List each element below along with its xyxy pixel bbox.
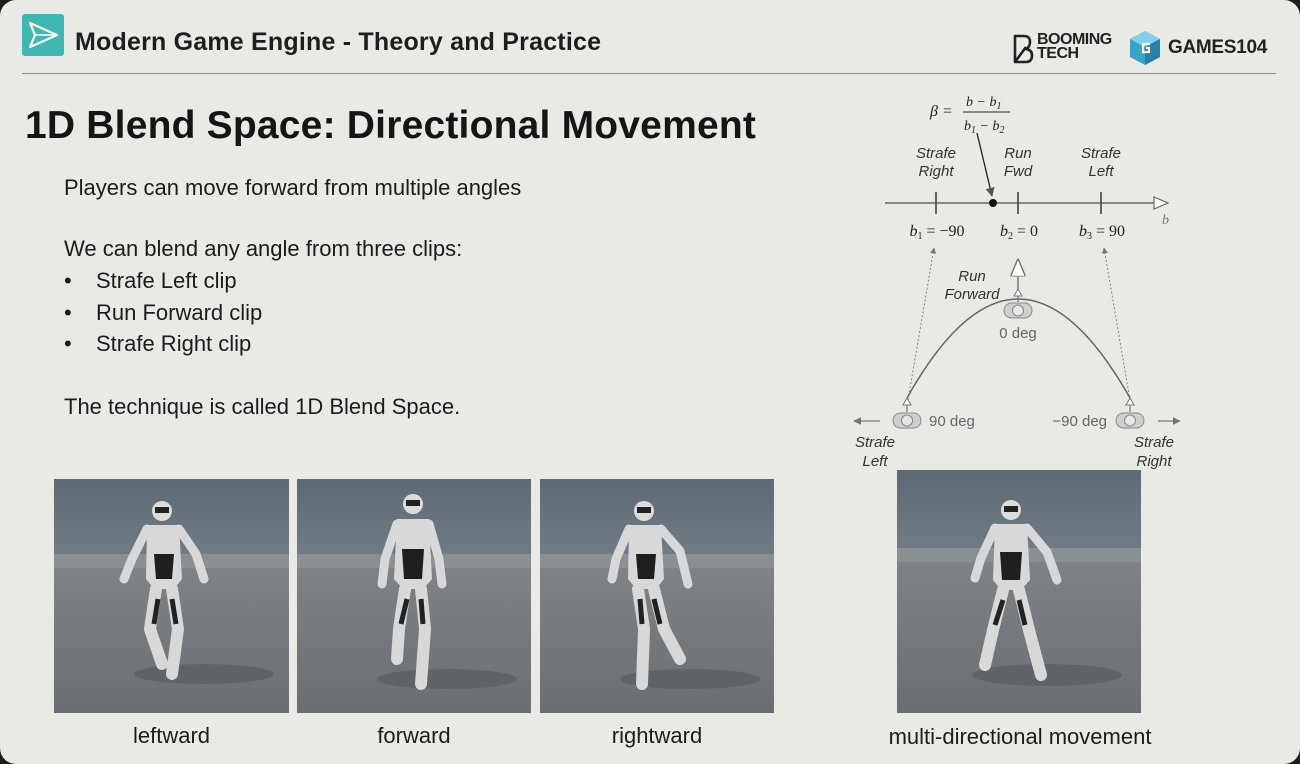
- conclusion-text: The technique is called 1D Blend Space.: [64, 394, 461, 419]
- right-deg-label: −90 deg: [1052, 413, 1107, 430]
- bottom-label-strafe-right-1: Strafe: [1133, 434, 1175, 451]
- blend-space-diagram: [840, 80, 1200, 470]
- multi-directional-caption: multi-directional movement: [888, 724, 1152, 749]
- tick-value-b2: b2 = 0: [999, 223, 1039, 242]
- course-logo-icon: [22, 14, 64, 56]
- run-forward-label-1: Run: [958, 268, 986, 285]
- tick-value-b1: b1 = −90: [909, 223, 965, 242]
- leftward-photo: [54, 479, 289, 713]
- forward-caption: forward: [377, 723, 451, 748]
- bullet-text: Strafe Left clip: [96, 268, 237, 293]
- formula-numerator: $b - b_1$: [966, 95, 1002, 112]
- header-title: Modern Game Engine - Theory and Practice: [75, 28, 602, 56]
- games104-hex-icon: [1128, 30, 1162, 66]
- bottom-label-strafe-left-2: Left: [862, 453, 888, 470]
- left-deg-label: 90 deg: [929, 413, 975, 430]
- intro-text: Players can move forward from multiple angles: [64, 175, 522, 200]
- leftward-caption: leftward: [132, 723, 211, 748]
- blend-point: [989, 199, 997, 207]
- bullet-dot: •: [64, 300, 72, 325]
- tick-value-b3: b3 = 90: [1078, 223, 1126, 242]
- games104-wordmark: GAMES104: [1168, 37, 1267, 58]
- rightward-caption: rightward: [611, 723, 703, 748]
- top-label-strafe-right-1: Strafe: [915, 145, 957, 162]
- rightward-photo: [540, 479, 774, 713]
- top-label-run-fwd-1: Run: [1004, 145, 1032, 162]
- header-divider: [22, 73, 1276, 74]
- booming-tech-mark-icon: [1012, 34, 1034, 64]
- top-label-strafe-right-2: Right: [918, 163, 954, 180]
- top-label-strafe-left-1: Strafe: [1080, 145, 1122, 162]
- run-forward-label-2: Forward: [944, 286, 1000, 303]
- bottom-label-strafe-left-1: Strafe: [854, 434, 896, 451]
- bottom-label-strafe-right-2: Right: [1136, 453, 1172, 470]
- booming-tech-wordmark: [1037, 33, 1112, 61]
- forward-photo: [297, 479, 531, 713]
- slide-title: 1D Blend Space: Directional Movement: [25, 104, 757, 147]
- booming-word: BOOMING: [1037, 31, 1112, 48]
- bullet-text: Run Forward clip: [96, 300, 263, 325]
- formula-lhs: β =: [930, 103, 953, 120]
- top-label-run-fwd-2: Fwd: [1003, 163, 1033, 180]
- multi-directional-photo: [897, 470, 1141, 713]
- zero-deg-label: 0 deg: [999, 325, 1037, 342]
- tech-word: TECH: [1037, 45, 1079, 62]
- blend-intro-text: We can blend any angle from three clips:: [64, 236, 463, 261]
- bullet-dot: •: [64, 331, 72, 356]
- bullet-text: Strafe Right clip: [96, 331, 252, 356]
- bullet-dot: •: [64, 268, 72, 293]
- axis-variable: b: [1162, 213, 1169, 228]
- top-label-strafe-left-2: Left: [1088, 163, 1114, 180]
- formula-denominator: $b_1 - b_2$: [964, 119, 1005, 136]
